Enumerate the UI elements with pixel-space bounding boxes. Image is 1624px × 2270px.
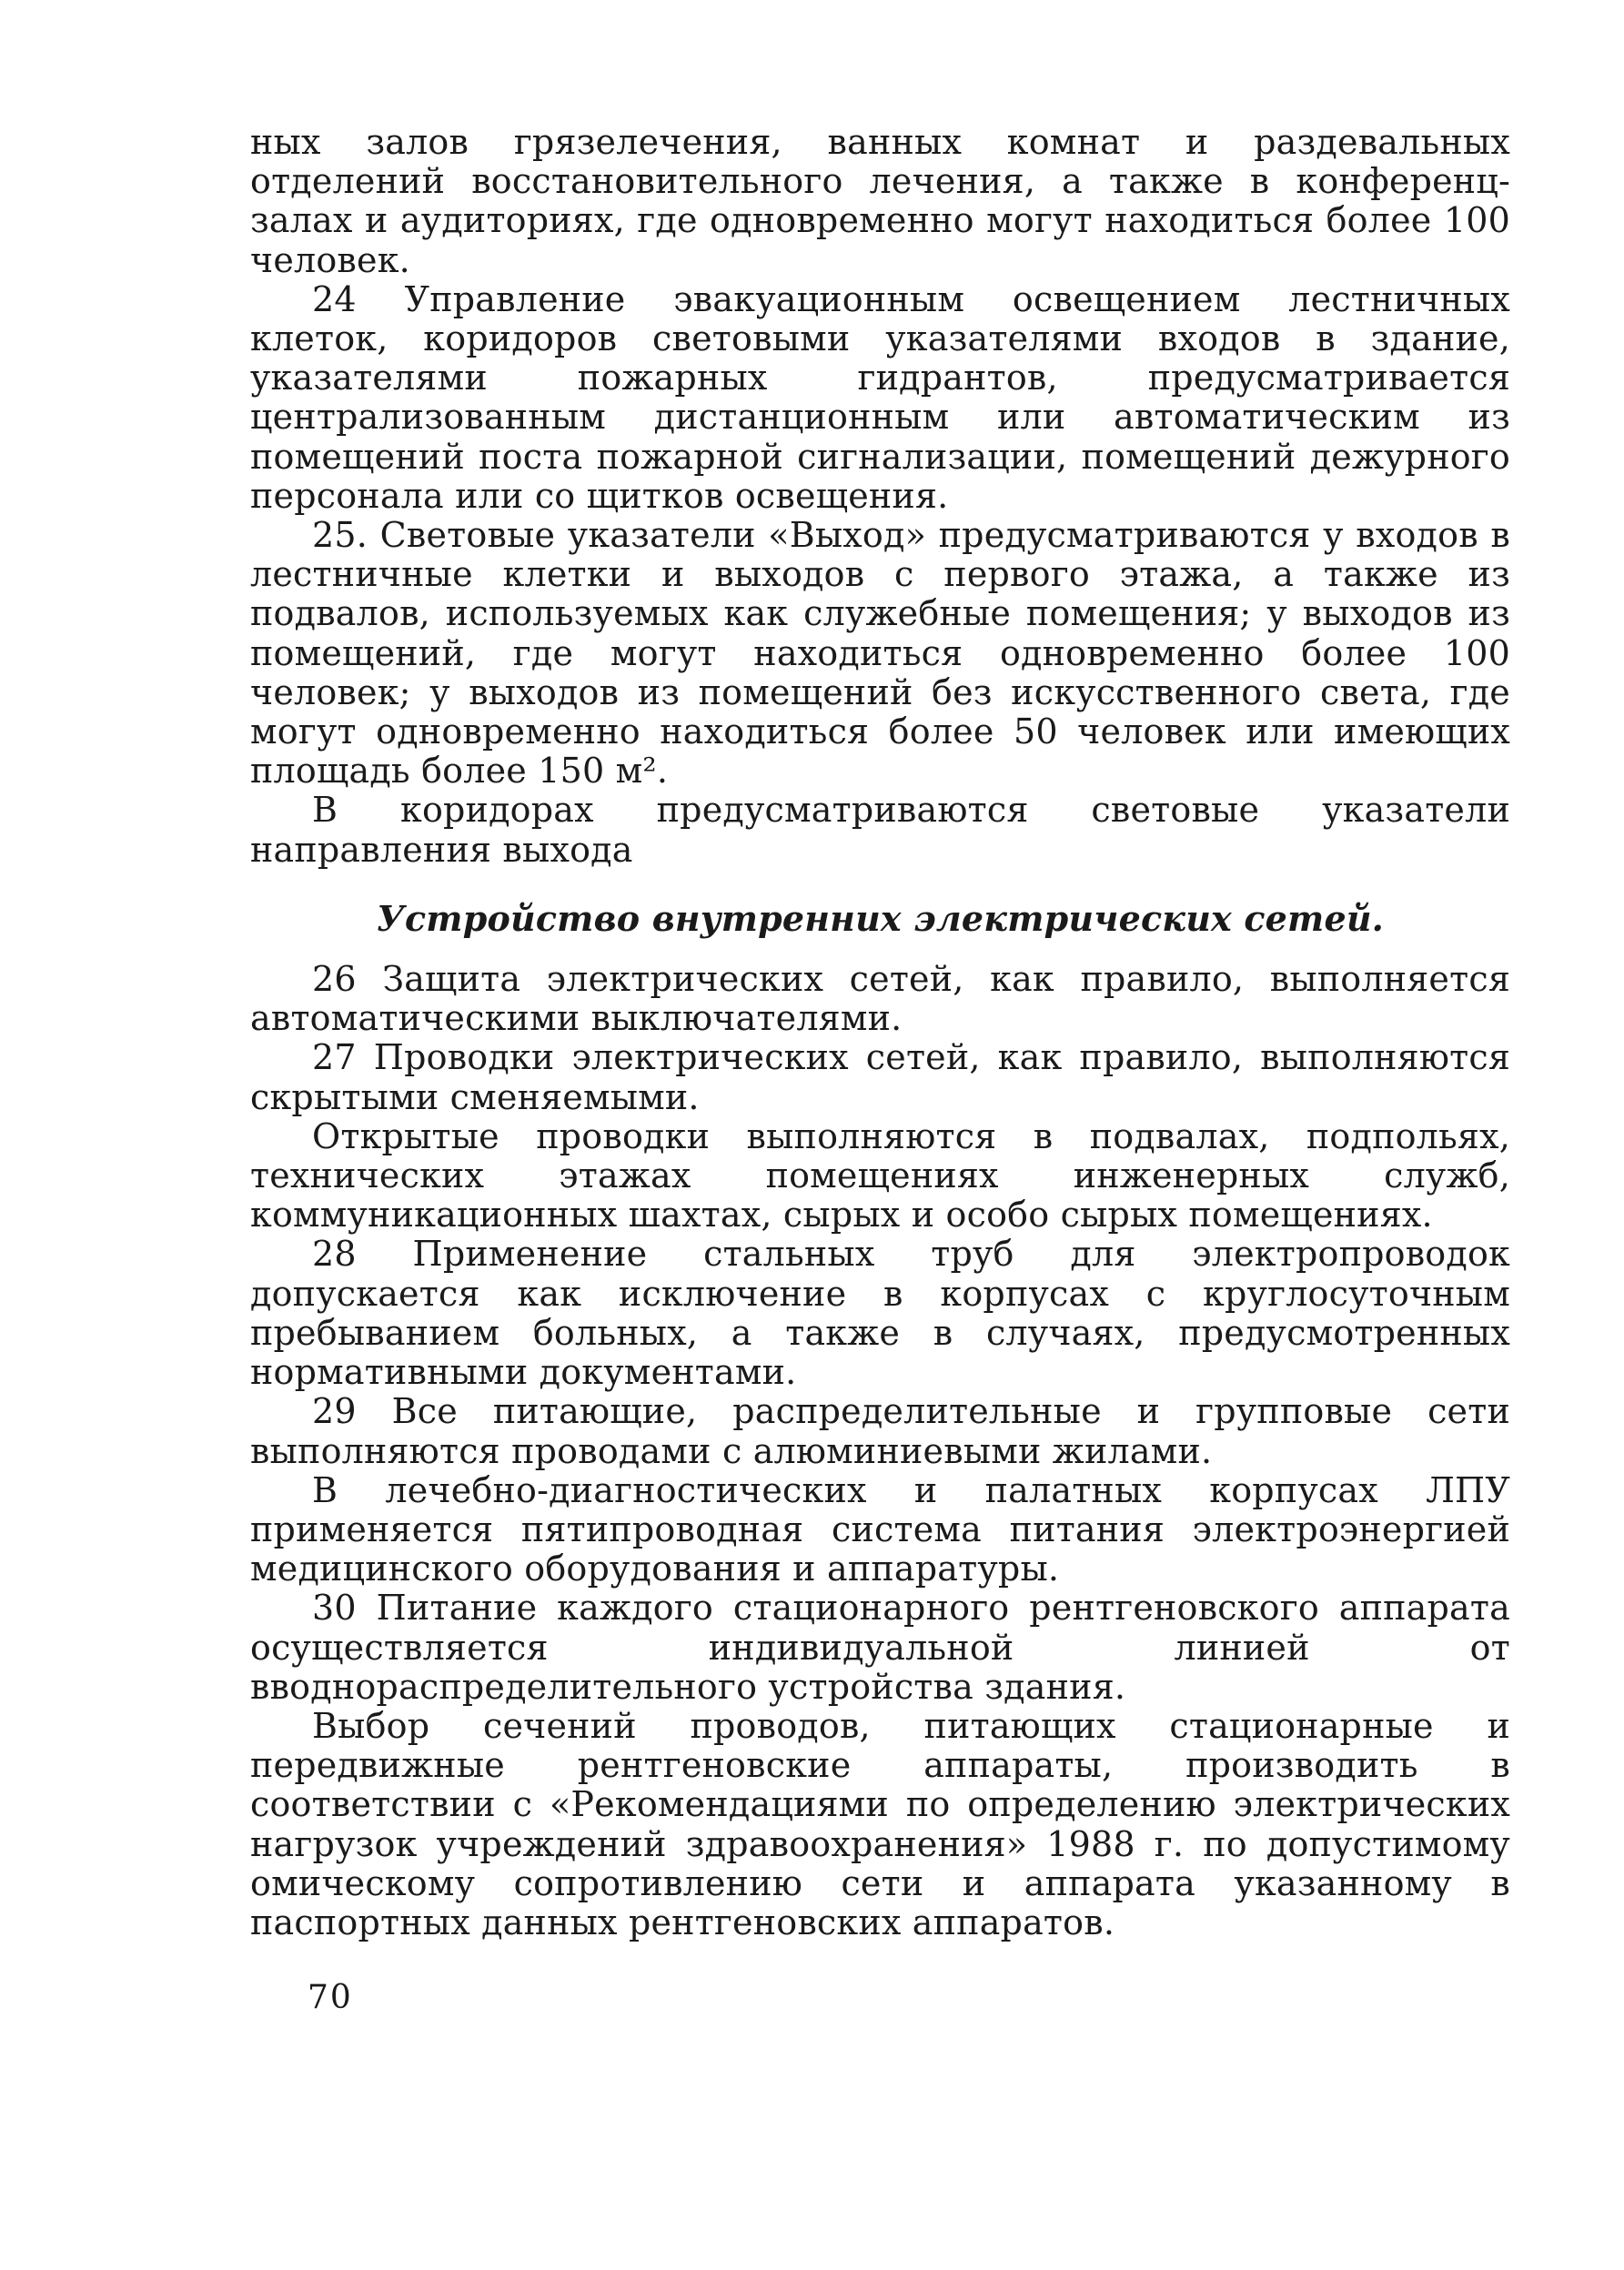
paragraph-item-28: 28 Применение стальных труб для электропроводок допускается как исключение в корпусах с круглосуточным пребыванием больных, а также в случаях, предусмотренных нормативными документами. bbox=[250, 1234, 1510, 1393]
paragraph-item-30: 30 Питание каждого стационарного рентгеновского аппарата осуществляется индивидуальной линией от вводнораспределительного устройства здания. bbox=[250, 1588, 1510, 1707]
paragraph-item-24: 24 Управление эвакуационным освещением лестничных клеток, коридоров световыми указателями входов в здание, указателями пожарных гидрантов, предусматривается централизованным дистанционным или автоматическим из помещений поста пожарной сигнализации, помещений дежурного персонала или со щитков освещения. bbox=[250, 278, 1510, 516]
paragraph-continuation: ных залов грязелечения, ванных комнат и раздевальных отделений восстановительного лечения, а также в конференц-залах и аудиториях, где одновременно могут находиться более 100 человек. bbox=[250, 122, 1510, 280]
paragraph-item-29: 29 Все питающие, распределительные и групповые сети выполняются проводами с алюминиевыми жилами. bbox=[250, 1391, 1510, 1471]
paragraph-wire-sections: Выбор сечений проводов, питающих стационарные и передвижные рентгеновские аппараты, производить в соответствии с «Рекомендациями по определению электрических нагрузок учреждений здравоохранения» 1988 г. по допустимому омическому сопротивлению сети и аппарата указанному в паспортных данных рентгеновских аппаратов. bbox=[250, 1705, 1510, 1942]
section-title: Устройство внутренних электрических сетей. bbox=[376, 897, 1385, 939]
paragraph-corridor-signs: В коридорах предусматриваются световые указатели направления выхода bbox=[250, 790, 1510, 870]
page-number: 70 bbox=[308, 1979, 353, 2016]
paragraph-item-25: 25. Световые указатели «Выход» предусматриваются у входов в лестничные клетки и выходов с первого этажа, а также из подвалов, используемых как служебные помещения; у выходов из помещений, где могут находиться одновременно более 100 человек; у выходов из помещений без искусственного света, где могут одновременно находиться более 50 человек или имеющих площадь более 150 м². bbox=[250, 515, 1510, 792]
paragraph-item-27: 27 Проводки электрических сетей, как правило, выполняются скрытыми сменяемыми. bbox=[250, 1037, 1510, 1117]
paragraph-open-wiring: Открытые проводки выполняются в подвалах, подпольях, технических этажах помещениях инженерных служб, коммуникационных шахтах, сырых и особо сырых помещениях. bbox=[250, 1115, 1510, 1236]
body-text bbox=[250, 123, 1510, 1942]
paragraph-item-26: 26 Защита электрических сетей, как правило, выполняется автоматическими выключателями. bbox=[250, 959, 1510, 1039]
paragraph-five-wire-system: В лечебно-диагностических и палатных корпусах ЛПУ применяется пятипроводная система питания электроэнергией медицинского оборудования и аппаратуры. bbox=[250, 1469, 1510, 1589]
